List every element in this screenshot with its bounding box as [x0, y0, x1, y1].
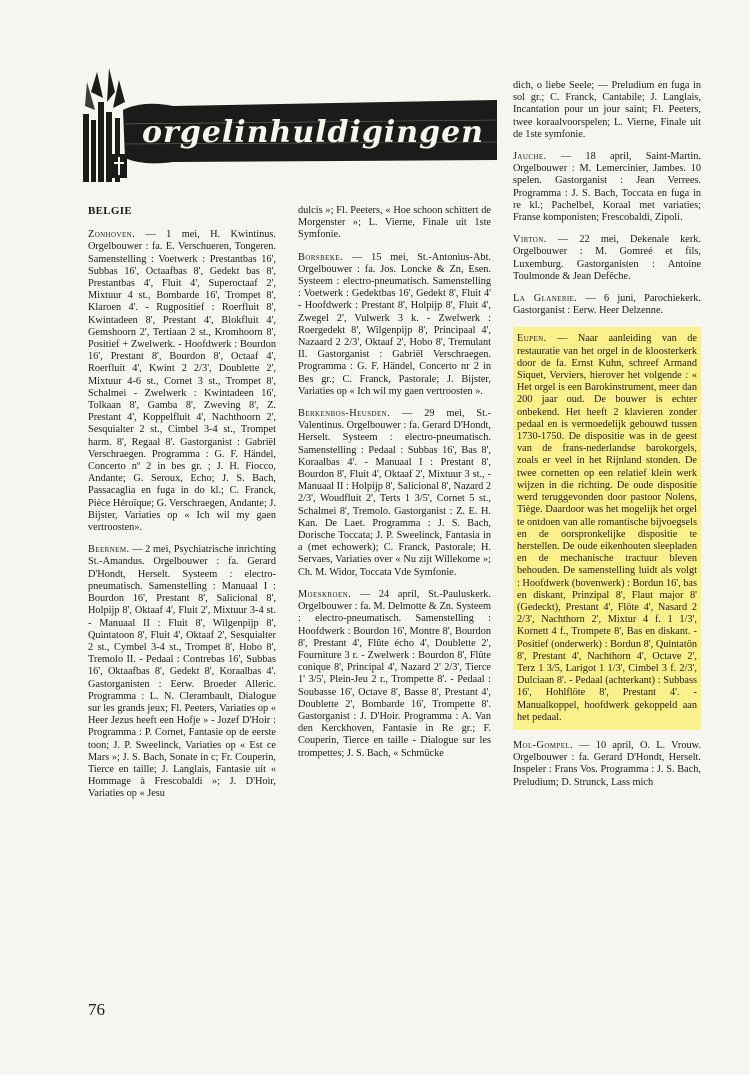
entry-place: Eupen.: [517, 333, 547, 345]
entry-text: — 18 april, Saint-Martin. Orgelbouwer : M. Lemercinier, Jambes. 10 spelen. Gastorganist : Jean Verrees. Programma : J. S. Bach, Toccata en fuga in re kl.; Pachelbel, Koraal met variaties; Franse komponisten; Frescobaldi, Zipoli.: [513, 151, 701, 224]
entry-mol-gompel: [513, 740, 701, 789]
entry-place: Borsbeke.: [298, 251, 343, 263]
entry-place: Virton.: [513, 234, 547, 246]
entry-place: Berkenbos-Heusden.: [298, 408, 391, 420]
masthead-title: orgelinhuldigingen: [142, 115, 484, 150]
entry-place: Jauche.: [513, 151, 547, 163]
entry-place: La Glanerie.: [513, 293, 578, 305]
entry-text: — 24 april, St.-Pauluskerk. Orgelbouwer : fa. M. Delmotte & Zn. Systeem : electro-pneumatisch. Samenstelling : Hoofdwerk : Bourdon 16', Montre 8', Bourdon 8', Prestant 4', Flûte écho 4', Doublette 2', Fourniture 3 r. - Zwelwerk : Bourdon 8', Flûte conique 8', Principal 4', Nazard 2' 2/3', Tierce 1' 3/5', Plein-Jeu 2 r., Trompette 8'. - Pedaal : Soubasse 16', Octave 8', Basse 8', Prestant 4', Doublette 2', Bombarde 16', Trompette 8'. Gastorganist : J. D'Hoir. Programma : A. Van den Kerckhoven, Fantasie in Re gr.; F. Couperin, Tierce en taille - Dialogue sur les trompettes; J. S. Bach, « Schmücke: [298, 588, 491, 759]
section-title: BELGIE: [88, 205, 132, 217]
entry-la-glanerie: [513, 293, 701, 317]
entry-jauche: [513, 151, 701, 224]
entry-berkenbos-heusden: [298, 408, 491, 579]
column-left: [88, 205, 276, 811]
entry-text: — 2 mei, Psychiatrische inrichting St.-Amandus. Orgelbouwer : fa. Gerard D'Hondt, Herselt. Systeem : electro-pneumatisch. Samenstelling : Manuaal I : Bourdon 16', Prestant 8', Salicional 8', Holpijp 8', Oktaaf 4', Fluit 2', Mixtuur 3-4 st. - Manuaal II : Fluit 8', Wilgenpijp 8', Quintatoon 8', Fluit 4', Oktaaf 2', Sesquialter 2 st., Cymbel 3-4 st., Trompet 8', Hobo 8', Tremolo II. - Pedaal : Contrebas 16', Subbas 16', Oktaafbas 8', Gedekt 8', Koraalbas 4'. Gastorganisten : Eerw. Broeder Alleric. Programma : L. N. Clerambault, Dialogue sur les grands jeux; Fl. Peeters, Variaties op « Heer Jezus heeft een Hofje » - Jozef D'Hoir : Programma : P. Cornet, Fantasie op de eerste toon; J. P. Sweelinck, Variaties op « Est ce Mars »; J. S. Bach, Sonate in c; Fr. Couperin, Tierce en taille; J. Langlais, Fantasie uit « Hommage à Frescobaldi »; J. D'Hoir, Variaties op « Jesu: [88, 544, 276, 800]
entry-eupen-highlighted: [513, 327, 701, 730]
entry-text: — Naar aanleiding van de restauratie van het orgel in de kloosterkerk door de fa. Ernst Kuhn, schreef Armand Siquet, Verviers, hierover het volgende : « Het orgel is een Barokinstrument, meer dan 200 jaar oud. De bouwer is echter onbekend. Het heeft 2 klavieren zonder pedaal en is vermoedelijk gebouwd tussen 1730-1750. De dispositie was in de geest van de frans-nederlandse barokorgels, zoals er veel in het Rijnland stonden. De twee cornetten op een relatief klein werk wijzen in die richting. De oude dispositie werd teruggevonden door pastoor Nolens, Tiège. Daardoor was het mogelijk het orgel te ontdoen van alle romantische bijvoegsels en de oorspronkelijke dispositie te herstellen. De oude eikenhouten sleepladen en de mechanische tractuur bleven behouden. De samenstelling luidt als volgt : Hoofdwerk (bovenwerk) : Bordun 16', bas en diskant, Prinzipal 8', Flaut major 8' (Gedeckt), Prestant 4', Flöte 4', Nasard 2 2/3', Nachthorn 2', Mixtur 4 f. 1 1/3', Kornett 4 f., Trompete 8', Bas en diskant. - Positief (onderwerk) : Bordun 8', Quintatön 8', Prestant 4', Nachthorn 4', Octave 2', Terz 1 3/5, Larigot 1 1/3', Cimbel 3 f. 2/3', Dulciaan 8'. - Pedaal (achterkant) : Subbass 16', Hohlflöte 8', Prestant 4'. - Manualkoppel, hoofdwerk gekoppeld aan het pedaal.: [517, 333, 698, 723]
entry-text: — 22 mei, Dekenale kerk. Orgelbouwer : M. Gomreé et fils, Luxemburg. Gastorganisten : Antoine Toulmonde & Jean Defêche.: [513, 234, 701, 282]
column-middle: [298, 205, 491, 770]
entry-text: dich, o liebe Seele; — Preludium en fuga in sol gr.; C. Franck, Cantabile; J. Langlais, Incantation pour un jour saint; Fl. Peeters, twee koraalvoorspelen; L. Vierne, Finale uit de 1ste symfonie.: [513, 80, 701, 140]
entry-text: — 1 mei, H. Kwintinus. Orgelbouwer : fa. E. Verschueren, Tongeren. Samenstelling : Voetwerk : Prestantbas 16', Subbas 16', Octaafbas 8', Gedekt bas 8', Prestantbas 4', Fluit 4', Superoctaaf 2', Mixtuur 4 st., Bombarde 16', Trompet 8', Klaroen 4'. - Rugpositief : Roerfluit 8', Kwintadeen 8', Prestant 4', Blokfluit 4', Gemshoorn 2', Tertiaan 2 st., Kromhoorn 8', Positief + Zwelwerk. - Hoofdwerk : Bourdon 16', Prestant 8', Bourdon 8', Octaaf 4', Roerfluit 4', Kwint 2 2/3', Doublette 2', Mixtuur 4-6 st., Cornet 3 st., Trompet 8', Schalmei - Zwelwerk : Kwintadeen 16', Tolkaan 8', Gamba 8', Zweving 8', Z. Prestant 4', Koppelfluit 4', Nachthoorn 2', Sesquialter 2 st., Cimbel 3-4 st., Trompet harm. 8', Regaal 8'. Gastorganist : Gabriël Verschraegen. Programma : G. F. Händel, Concerto nº 2 in bes gr. ; J. H. Fiocco, Andante; G. Seroux, Echo; J. S. Bach, Passacaglia en fuga in do kl.; C. Franck, Pièce Héroïque; G. Verschraegen, Andante; J. Bijster, Variaties op « Ich wil my gaen vertroosten».: [88, 229, 276, 534]
entry-place: Zonhoven.: [88, 229, 136, 241]
masthead-banner: [83, 62, 497, 192]
entry-place: Beernem.: [88, 544, 130, 556]
entry-text: — 15 mei, St.-Antonius-Abt. Orgelbouwer : fa. Jos. Loncke & Zn, Esen. Systeem : electro-pneumatisch. Samenstelling : Voetwerk : Gedektbas 16', Gedekt 8', Fluit 4' - Hoofdwerk : Prestant 8', Holpijp 8', Fluit 4', Zwegel 2', Vulwerk 3 k. - Zwelwerk : Roergedekt 8', Wilgenpijp 8', Principaal 4', Nazaard 2 2/3', Oktaaf 2', Hobo 8', Tremulant II. Gastorganist : Gabriël Verschraegen. Programma : G. F. Händel, Concerto nr 2 in Bes gr.; C. Franck, Pastorale; J. Bijster, Variaties op « Ich wil my gaen vertroosten ».: [298, 251, 491, 397]
entry-continued: [513, 80, 701, 141]
entry-zonhoven: [88, 229, 276, 534]
entry-moeskroen: [298, 589, 491, 760]
entry-text: — 29 mei, St.-Valentinus. Orgelbouwer : fa. Gerard D'Hondt, Herselt. Systeem : electro-pneumatisch. Samenstelling : Pedaal : Subbas 16', Bas 8', Koraalbas 4'. - Manuaal I : Prestant 8', Bourdon 8', Fluit 4', Oktaaf 2', Mixtuur 3 st., - Manuaal II : Holpijp 8', Salicional 8', Nazard 2 2/3', Woudfluit 2', Terts 1 3/5', Cornet 5 st., Schalmei 8', Tremolo. Gastorganist : Z. E. H. Kan. De Laet. Programma : J. S. Bach, Dorische Toccata; J. P. Sweelinck, Fantasia in a (met echowerk); C. Franck, Pastorale; H. Servaes, Variaties over « Nu zijt Willekome »; Ch. M. Widor, Toccata Vde Symfonie.: [298, 408, 492, 578]
entry-text: — 6 juni, Parochiekerk. Gastorganist : Eerw. Heer Delzenne.: [513, 293, 702, 317]
entry-beernem: [88, 544, 276, 800]
column-right: [513, 80, 701, 799]
page-number: 76: [88, 1000, 105, 1019]
entry-place: Mol-Gompel.: [513, 739, 574, 751]
entry-borsbeke: [298, 252, 491, 398]
entry-virton: [513, 234, 701, 283]
entry-text: — 10 april, O. L. Vrouw. Orgelbouwer : fa. Gerard D'Hondt, Herselt. Inspeler : Frans Vos. Programma : J. S. Bach, Preludium; D. Strunck, Lass mich: [513, 739, 701, 788]
entry-place: Moeskroen.: [298, 588, 352, 600]
entry-text: dulcis »; Fl. Peeters, « Hoe schoon schittert de Morgenster »; L. Vierne, Finale uit 1ste Symfonie.: [298, 205, 491, 241]
entry-continued: [298, 205, 491, 242]
